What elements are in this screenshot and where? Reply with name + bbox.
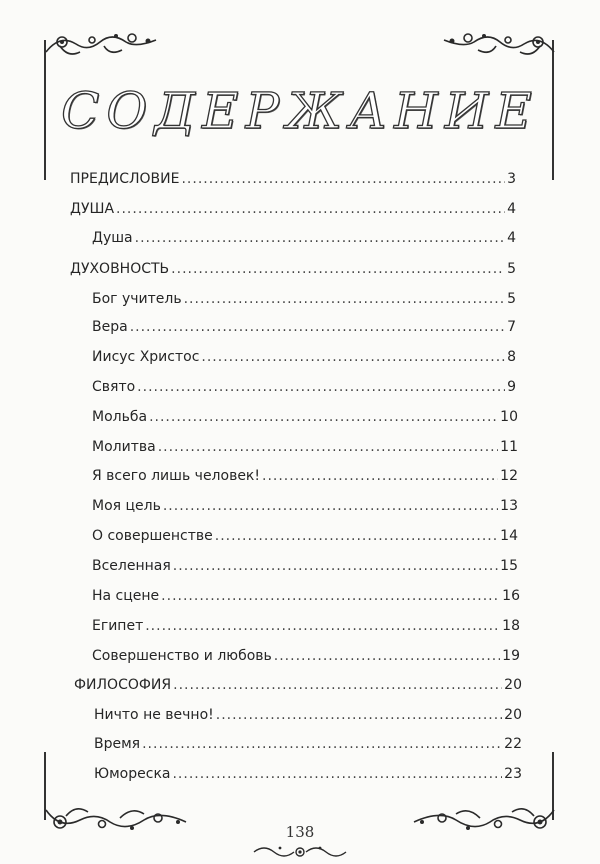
toc-entry <box>92 378 516 396</box>
toc-entry-label: Вера <box>92 319 128 335</box>
toc-entry <box>94 735 522 753</box>
toc-entry-page: 12 <box>500 468 518 484</box>
toc-entry-page: 15 <box>500 558 518 574</box>
toc-entry-page: 5 <box>507 291 516 307</box>
toc-entry-page: 5 <box>507 261 516 277</box>
toc-entry-page: 10 <box>500 409 518 425</box>
toc-entry-page: 8 <box>507 349 516 365</box>
toc-entry <box>92 229 516 247</box>
toc-entry-label: Свято <box>92 379 136 395</box>
toc-entry-label: Вселенная <box>92 558 171 574</box>
toc-leader-dots <box>135 229 505 247</box>
toc-leader-dots <box>215 527 498 545</box>
toc-leader-dots <box>274 647 500 665</box>
toc-leader-dots <box>172 765 502 783</box>
toc-entry <box>92 438 518 456</box>
toc-entry-label: Я всего лишь человек! <box>92 468 260 484</box>
toc-entry <box>92 617 520 635</box>
toc-entry <box>92 497 518 515</box>
toc-leader-dots <box>142 735 502 753</box>
toc-leader-dots <box>173 557 498 575</box>
toc-entry <box>92 467 518 485</box>
toc-entry-page: 9 <box>507 379 516 395</box>
toc-entry-label: На сцене <box>92 588 160 604</box>
page-title: СОДЕРЖАНИЕ <box>61 82 539 140</box>
toc-entry <box>92 647 520 665</box>
toc-leader-dots <box>145 617 500 635</box>
toc-leader-dots <box>216 706 502 724</box>
toc-entry-label: Мольба <box>92 409 148 425</box>
toc-entry-page: 16 <box>502 588 520 604</box>
toc-leader-dots <box>181 170 505 188</box>
toc-entry-label: Время <box>94 736 141 752</box>
toc-entry <box>92 290 516 308</box>
toc-entry-label: ДУХОВНОСТЬ <box>70 261 170 277</box>
toc-entry-page: 22 <box>504 736 522 752</box>
toc-entry <box>94 706 522 724</box>
toc-leader-dots <box>149 408 498 426</box>
toc-entry <box>92 348 516 366</box>
toc-leader-dots <box>161 587 500 605</box>
toc-entry-label: Душа <box>92 230 133 246</box>
toc-leader-dots <box>184 290 505 308</box>
toc-entry-page: 23 <box>504 766 522 782</box>
toc-entry <box>92 587 520 605</box>
toc-entry-label: Молитва <box>92 439 156 455</box>
toc-entry-page: 4 <box>507 230 516 246</box>
toc-entry <box>94 765 522 783</box>
toc-leader-dots <box>163 497 498 515</box>
toc-entry-page: 20 <box>504 677 522 693</box>
toc-entry-label: Моя цель <box>92 498 161 514</box>
toc-entry-label: ДУША <box>70 201 115 217</box>
toc-entry-page: 13 <box>500 498 518 514</box>
toc-entry-label: Совершенство и любовь <box>92 648 272 664</box>
toc-entry-page: 19 <box>502 648 520 664</box>
toc-entry <box>70 170 516 188</box>
toc-leader-dots <box>201 348 505 366</box>
toc-leader-dots <box>130 318 505 336</box>
toc-entry <box>92 408 518 426</box>
toc-leader-dots <box>158 438 498 456</box>
toc-leader-dots <box>173 676 502 694</box>
toc-entry-label: Ничто не вечно! <box>94 707 214 723</box>
toc-entry-page: 4 <box>507 201 516 217</box>
toc-entry-page: 20 <box>504 707 522 723</box>
toc-leader-dots <box>116 200 505 218</box>
toc-leader-dots <box>262 467 498 485</box>
toc-entry <box>74 676 522 694</box>
toc-entry <box>92 527 518 545</box>
toc-entry-page: 14 <box>500 528 518 544</box>
toc-entry-label: О совершенстве <box>92 528 213 544</box>
toc-entry-page: 7 <box>507 319 516 335</box>
toc-entry-label: Египет <box>92 618 144 634</box>
page-number: 138 <box>285 823 315 841</box>
toc-entry-label: Юмореска <box>94 766 171 782</box>
toc-entry-label: Иисус Христос <box>92 349 200 365</box>
toc-entry <box>92 318 516 336</box>
toc-entry-page: 11 <box>500 439 518 455</box>
toc-entry <box>70 260 516 278</box>
toc-entry-page: 3 <box>507 171 516 187</box>
toc-leader-dots <box>137 378 505 396</box>
toc-entry <box>70 200 516 218</box>
toc-entry-label: ФИЛОСОФИЯ <box>74 677 172 693</box>
toc-entry-label: Бог учитель <box>92 291 182 307</box>
toc-leader-dots <box>171 260 505 278</box>
toc-entry-page: 18 <box>502 618 520 634</box>
toc-entry <box>92 557 518 575</box>
toc-entry-label: ПРЕДИСЛОВИЕ <box>70 171 180 187</box>
